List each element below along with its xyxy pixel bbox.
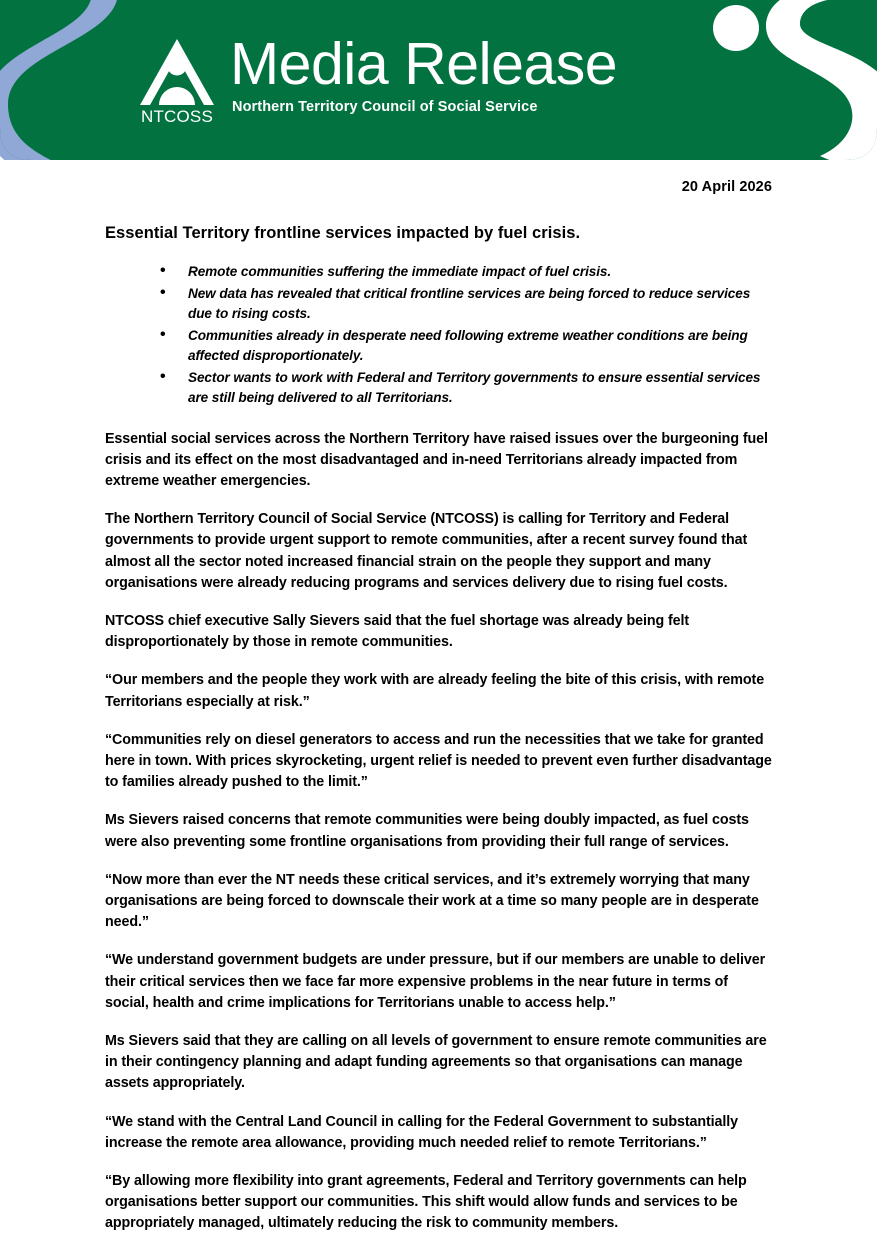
masthead-title-block (230, 32, 617, 116)
body-paragraph: “Communities rely on diesel generators to access and run the necessities that we take for granted here in town. With prices skyrocketing, urgent relief is needed to prevent even further disadvantage to families already pushed to the limit.” (105, 731, 772, 791)
ntcoss-logo (136, 37, 218, 125)
release-date: 20 April 2026 (681, 179, 772, 195)
ntcoss-logo-icon (136, 37, 218, 125)
release-headline: Essential Territory frontline services impacted by fuel crisis. (105, 224, 581, 242)
organisation-name: Northern Territory Council of Social Service (232, 99, 538, 115)
body-paragraph: “Our members and the people they work with are already feeling the bite of this crisis, with remote Territorians especially at risk.” (105, 672, 765, 710)
list-item: • Remote communities suffering the immediate impact of fuel crisis. (160, 262, 773, 283)
svg-text:NTCOSS: NTCOSS (140, 107, 214, 125)
body-paragraph: Ms Sievers raised concerns that remote communities were being doubly impacted, as fuel costs were also preventing some frontline organisations from providing their full range of services. (105, 812, 749, 850)
list-item: • New data has revealed that critical frontline services are being forced to reduce services due to rising costs. (160, 284, 773, 325)
body-paragraph: The Northern Territory Council of Social Service (NTCOSS) is calling for Territory and Federal governments to provide urgent support to remote communities, after a recent survey found that almost all the sector noted increased financial strain on the people they support and many organisations were already reducing programs and services delivery due to rising fuel costs. (105, 511, 748, 591)
key-points-list (105, 262, 773, 409)
body-paragraph: “By allowing more flexibility into grant agreements, Federal and Territory governments can help organisations better support our communities. This shift would allow funds and services to be appropriately managed, ultimately reducing the risk to community members. (105, 1172, 747, 1232)
release-content (105, 222, 773, 1235)
body-paragraph: “We stand with the Central Land Council in calling for the Federal Government to substantially increase the remote area allowance, providing much needed relief to remote Territorians.” (105, 1113, 738, 1151)
body-paragraph: Essential social services across the Northern Territory have raised issues over the burgeoning fuel crisis and its effect on the most disadvantaged and in-need Territorians already impacted from extreme weather emergencies. (105, 430, 768, 489)
page-title: Media Release (230, 31, 618, 97)
body-paragraph: “Now more than ever the NT needs these critical services, and it’s extremely worrying that many organisations are being forced to downscale their work at a time so many people are in desperate need.” (105, 871, 759, 931)
body-paragraph: Ms Sievers said that they are calling on all levels of government to ensure remote communities are in their contingency planning and adapt funding agreements so that organisations can manage assets appropriately. (105, 1032, 767, 1092)
list-item: • Sector wants to work with Federal and Territory governments to ensure essential services are still being delivered to all Territorians. (160, 368, 773, 409)
media-release-banner (0, 0, 877, 160)
list-item: • Communities already in desperate need following extreme weather conditions are being affected disproportionately. (160, 326, 773, 367)
body-paragraph: NTCOSS chief executive Sally Sievers said that the fuel shortage was already being felt disproportionately by those in remote communities. (105, 612, 690, 651)
body-paragraph: “We understand government budgets are under pressure, but if our members are unable to deliver their critical services then we face far more expensive problems in the near future in terms of social, health and crime implications for Territorians unable to access help.” (105, 952, 766, 1011)
